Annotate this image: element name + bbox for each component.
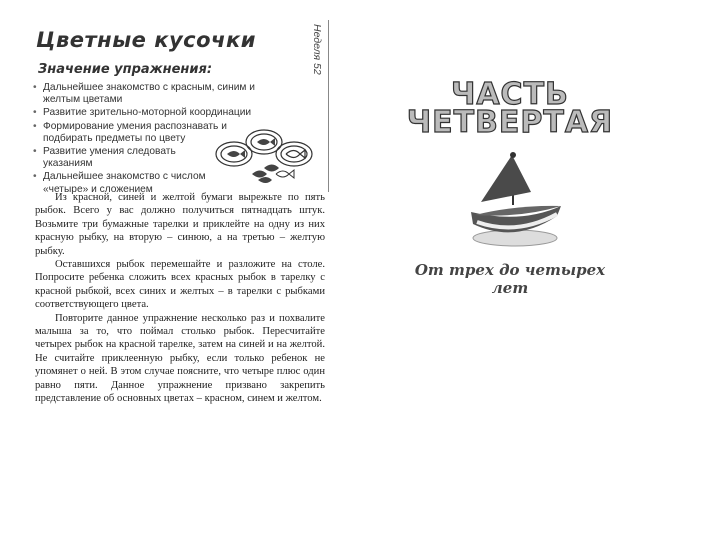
week-label: Неделя 52 xyxy=(311,24,323,75)
divider xyxy=(328,20,329,192)
part-heading-line1: ЧАСТЬ xyxy=(451,77,569,112)
instructions-text xyxy=(35,191,325,406)
list-item: • Дальнейшее знакомство с числом «четыре» и сложением xyxy=(33,171,233,195)
toy-boat-illustration xyxy=(465,150,565,250)
fish-plates-illustration xyxy=(214,128,314,186)
paragraph: Оставшихся рыбок перемешайте и разложите на столе. Попросите ребенка сложить всех красных рыбок в тарелку с красной рыбкой, всех синих и желтых – в тарелки с рыбками соответствующего цвета. xyxy=(35,259,325,311)
list-item: • Формирование умения распознавать и подбирать предметы по цвету xyxy=(33,121,243,145)
paragraph: Повторите данное упражнение несколько раз и похвалите малыша за то, что поймал столько рыбок. Пересчитайте четырех рыбок на красной тарелке, затем на синей и на желтой. Не считайте приклеенную рыбку, если только ребенок не упомянет о ней. В этом случае поясните, что четыре плюс один равно пяти. Данное упражнение призвано закрепить представление об основных цветах – красном, синем и желтом. xyxy=(35,312,325,405)
list-item: • Развитие умения следовать указаниям xyxy=(33,146,193,170)
paragraph: Из красной, синей и желтой бумаги вырежьте по пять рыбок. Всего у вас должно получиться пятнадцать штук. Возьмите три бумажные тарелки и приклейте на одну из них красную рыбку, на вторую – синюю, а на третью – желтую рыбку. xyxy=(35,192,325,257)
part-heading-line2: ЧЕТВЕРТАЯ xyxy=(406,105,614,140)
list-item: • Развитие зрительно-моторной координации xyxy=(33,107,293,119)
exercise-title: Цветные кусочки xyxy=(36,28,256,52)
section-subtitle: Значение упражнения: xyxy=(38,62,213,77)
list-item: • Дальнейшее знакомство с красным, синим и желтым цветами xyxy=(33,82,293,106)
age-subtitle: От трех до четырех лет xyxy=(414,261,606,297)
